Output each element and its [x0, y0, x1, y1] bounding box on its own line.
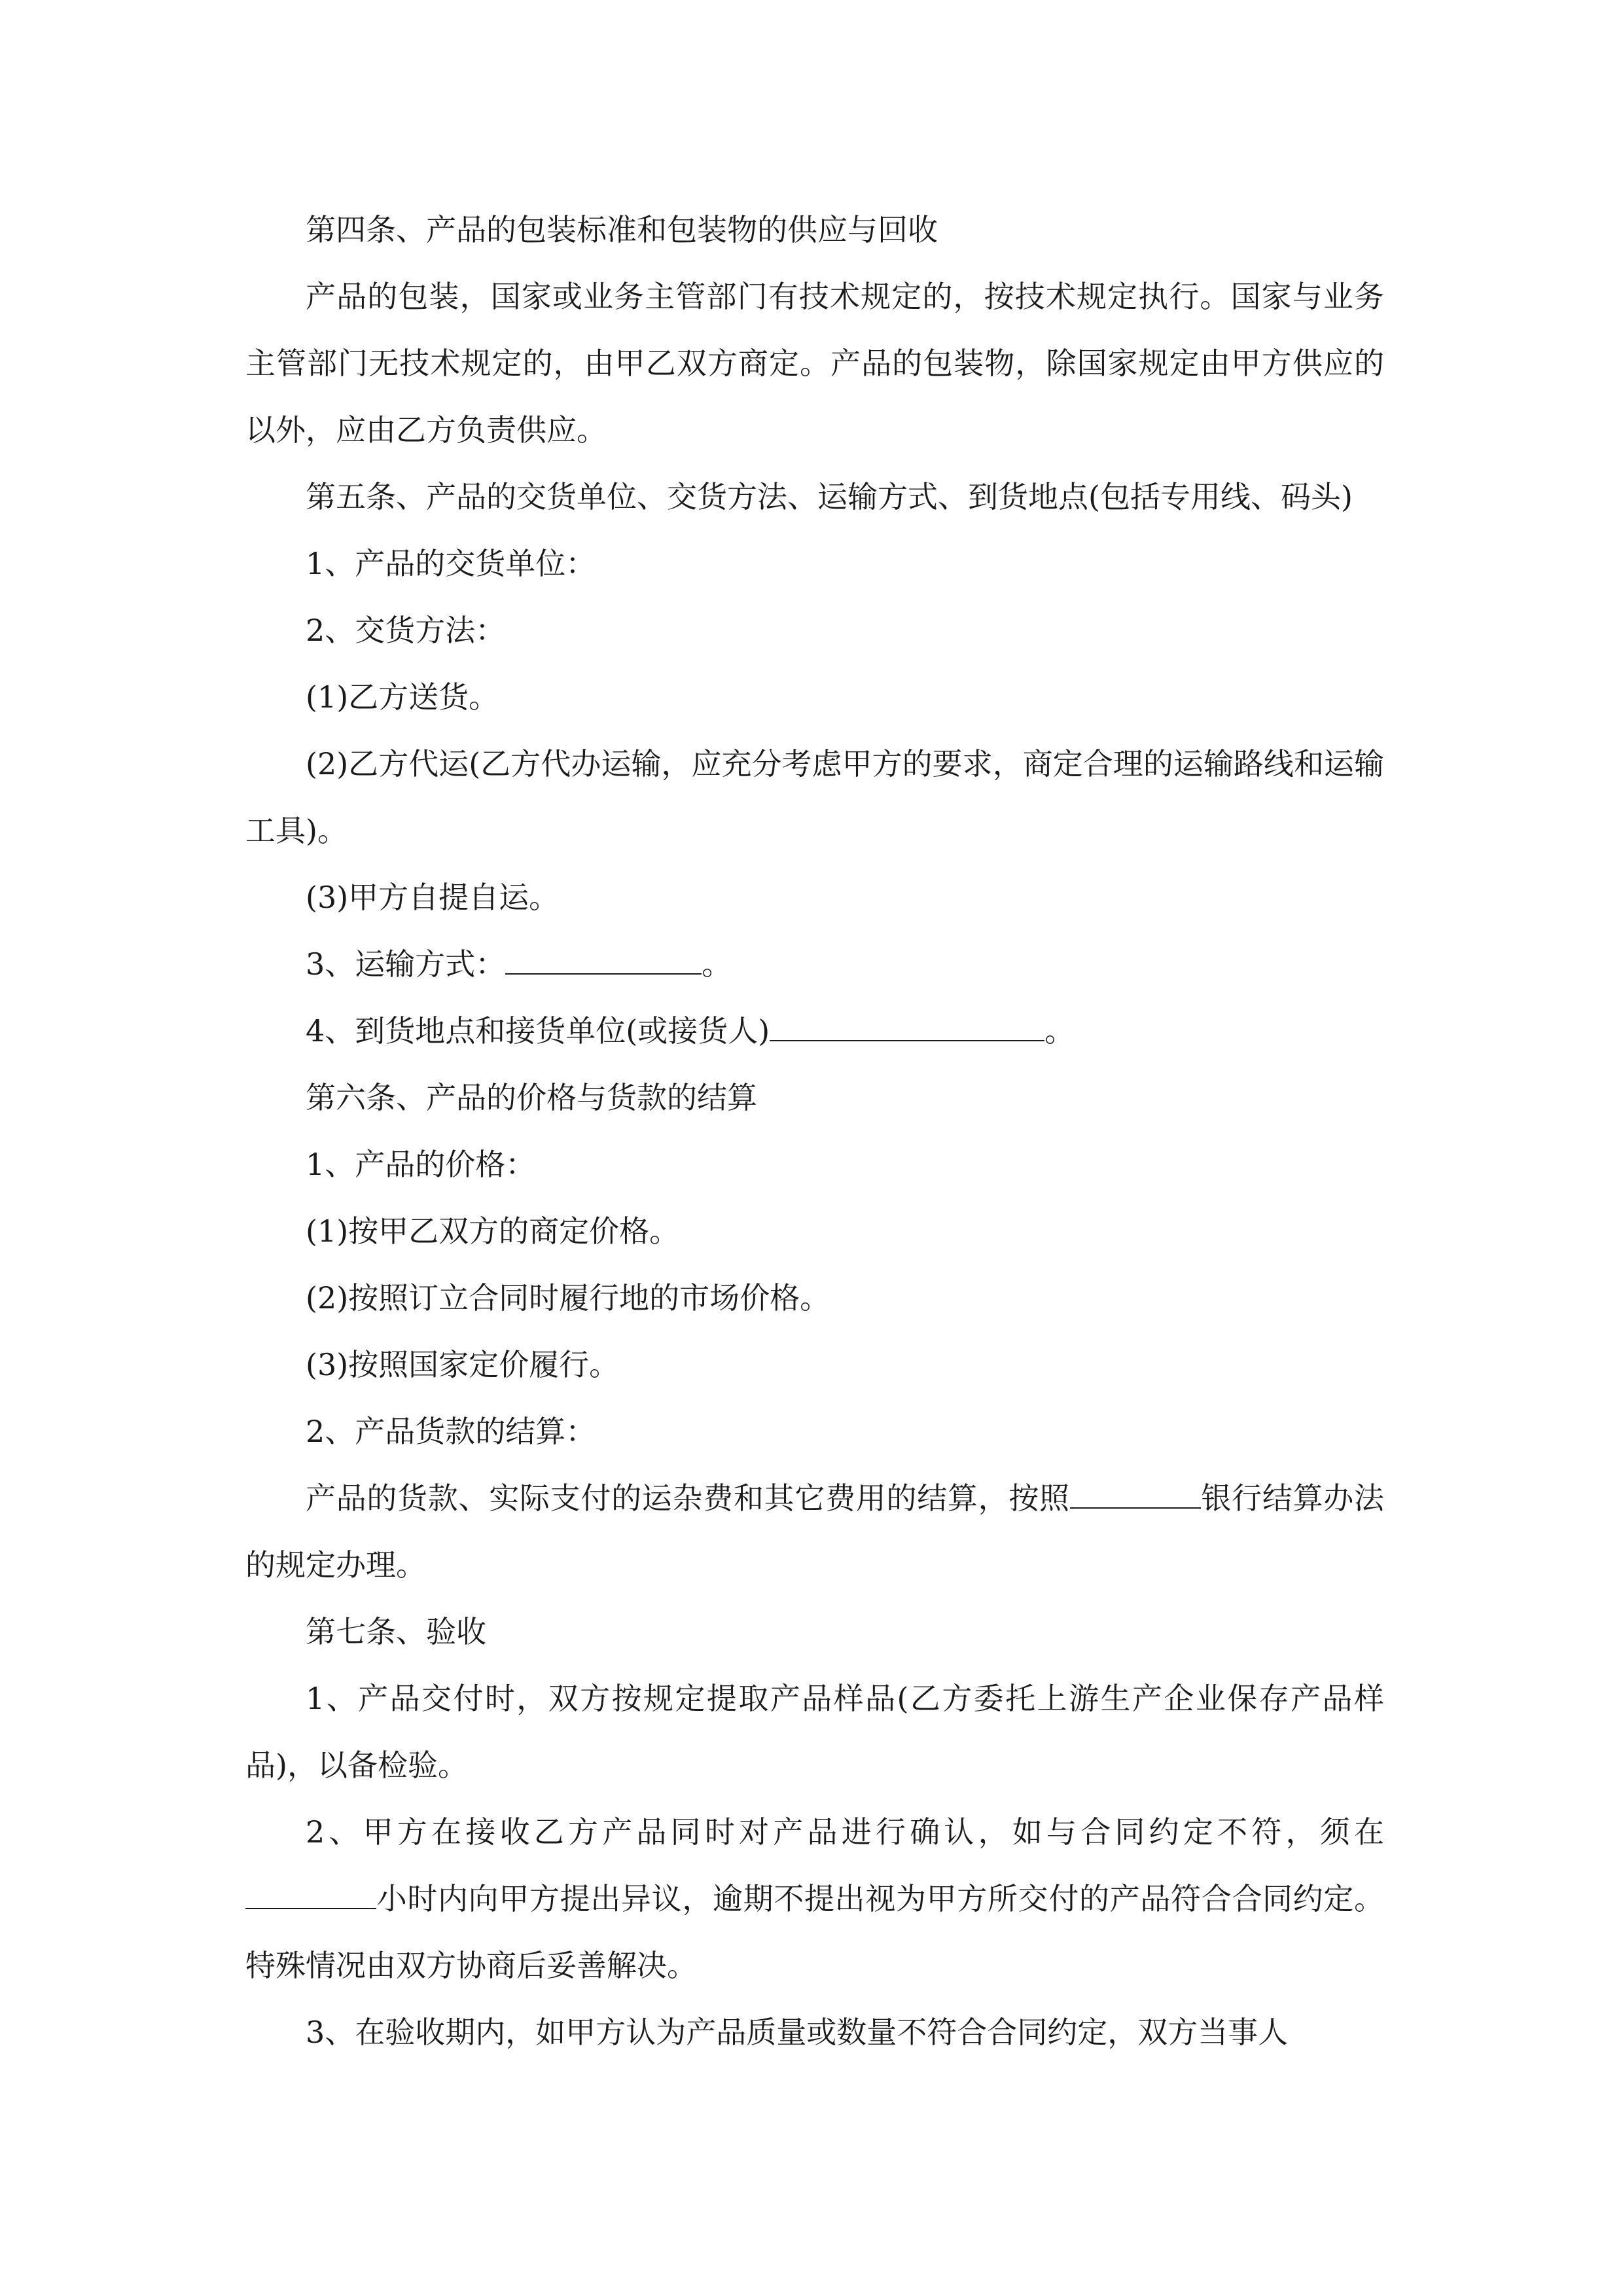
delivery-option-1: (1)乙方送货。: [306, 679, 499, 715]
article-7-heading: 第七条、验收: [306, 1614, 486, 1649]
settlement-paragraph: [245, 1465, 1384, 1598]
delivery-unit-item: 1、产品的交货单位：: [306, 546, 596, 581]
transport-method-blank[interactable]: [505, 947, 702, 975]
settlement-text-start: 产品的货款、实际支付的运杂费和其它费用的结算，按照: [306, 1480, 1070, 1516]
delivery-option-3: (3)甲方自提自运。: [306, 880, 560, 915]
document-body: [245, 196, 1384, 2066]
price-option-3: (3)按照国家定价履行。: [306, 1347, 620, 1382]
transport-method-item: [245, 931, 1384, 997]
price-option-1: (1)按甲乙双方的商定价格。: [306, 1213, 680, 1249]
inspection-item-1: 1、产品交付时，双方按规定提取产品样品(乙方委托上游生产企业保存产品样品)，以备检验。: [245, 1681, 1384, 1783]
article-5-heading: 第五条、产品的交货单位、交货方法、运输方式、到货地点(包括专用线、码头): [306, 479, 1353, 514]
transport-method-end: 。: [702, 946, 732, 982]
packaging-paragraph: 产品的包装，国家或业务主管部门有技术规定的，按技术规定执行。国家与业务主管部门无技术规定的，由甲乙双方商定。产品的包装物，除国家规定由甲方供应的以外，应由乙方负责供应。: [245, 279, 1384, 448]
delivery-option-2: (2)乙方代运(乙方代办运输，应充分考虑甲方的要求，商定合理的运输路线和运输工具)。: [245, 746, 1384, 848]
price-item: 1、产品的价格：: [306, 1147, 536, 1182]
settlement-item: 2、产品货款的结算：: [306, 1414, 596, 1449]
bank-name-blank[interactable]: [1070, 1481, 1201, 1509]
hours-blank[interactable]: [245, 1882, 376, 1909]
transport-method-label: 3、运输方式：: [306, 946, 506, 982]
inspection-item-2: [245, 1799, 1384, 1999]
inspection-text-start: 2、甲方在接收乙方产品同时对产品进行确认，如与合同约定不符，须在: [306, 1814, 1384, 1850]
price-option-2: (2)按照订立合同时履行地的市场价格。: [306, 1280, 830, 1316]
article-6-heading: 第六条、产品的价格与货款的结算: [306, 1080, 757, 1115]
arrival-place-item: [245, 997, 1384, 1064]
inspection-item-3: 3、在验收期内，如甲方认为产品质量或数量不符合合同约定，双方当事人: [306, 2015, 1289, 2050]
arrival-place-blank[interactable]: [770, 1014, 1044, 1041]
settlement-text-end: 银行结算办法的规定办理。: [245, 1480, 1385, 1583]
inspection-text-end: 小时内向甲方提出异议，逾期不提出视为甲方所交付的产品符合合同约定。特殊情况由双方协商后妥善解决。: [245, 1881, 1384, 1983]
delivery-method-item: 2、交货方法：: [306, 613, 506, 648]
arrival-place-label: 4、到货地点和接货单位(或接货人): [306, 1013, 770, 1049]
arrival-place-end: 。: [1044, 1013, 1075, 1049]
article-4-heading: 第四条、产品的包装标准和包装物的供应与回收: [306, 212, 938, 247]
